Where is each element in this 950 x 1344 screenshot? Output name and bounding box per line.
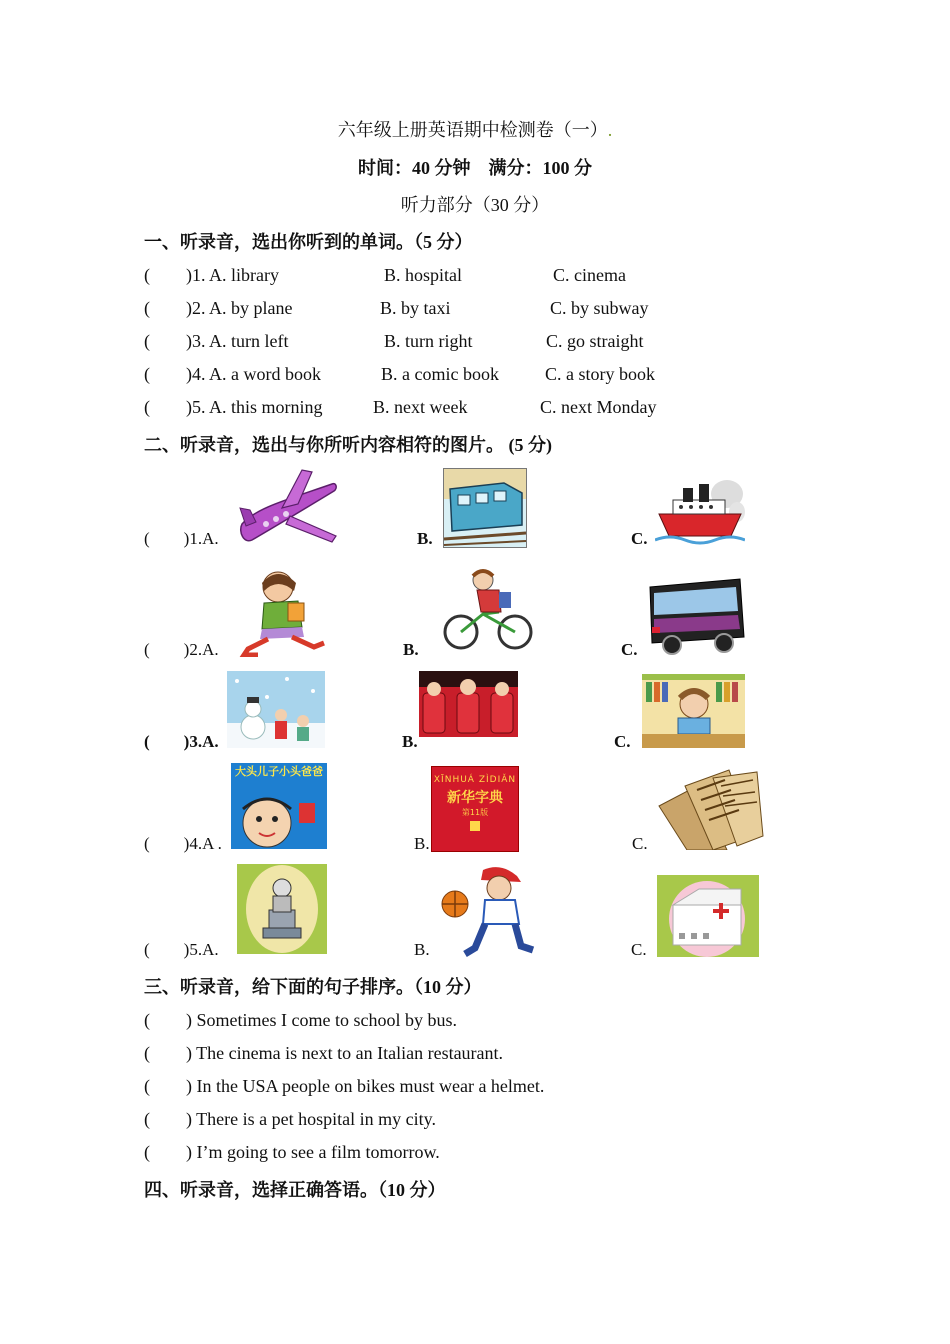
train-image [443,468,527,548]
newspaper-image [657,766,765,850]
part1-q4-c: C. a story book [545,364,655,384]
time-info: 时间：40 分钟 满分：100 分 [358,158,592,178]
part2-q2-c-label: C. [621,640,638,659]
dictionary-image [431,766,519,852]
part1-q1-b: B. hospital [384,265,463,285]
part2-q3-label: ( )3.A. [144,732,219,751]
part1-q5-c: C. next Monday [540,397,657,417]
robot-image [237,864,327,954]
part1-q2-c: C. by subway [550,298,649,318]
part1-q5-a: ( )5. A. this morning [144,397,323,417]
basketball-boy-image [437,864,535,958]
comic-book-image [231,763,327,849]
part1-q2-b: B. by taxi [380,298,451,318]
exam-title: 六年级上册英语期中检测卷（一）. [337,120,613,140]
part2-q1-label: ( )1.A. [144,529,219,548]
cinema-image [419,671,518,746]
part2-q5-b-label: B. [414,940,430,959]
dictionary-emblem [470,821,480,831]
part3-sentence-5: ( ) I’m going to see a film tomorrow. [144,1142,440,1162]
part2-q4-label: ( )4.A . [144,834,222,853]
part1-q3-b: B. turn right [384,331,473,351]
part1-q3-a: ( )3. A. turn left [144,331,289,351]
part1-q1-a: ( )1. A. library [144,265,279,285]
part2-q2-label: ( )2.A. [144,640,219,659]
part1-q4-a: ( )4. A. a word book [144,364,321,384]
part2-q4-b-label: B. [414,834,430,853]
part3-heading: 三、听录音，给下面的句子排序。（10 分） [144,977,482,997]
part2-q1-b-label: B. [417,529,433,548]
part1-q2-a: ( )2. A. by plane [144,298,293,318]
cyclist-image [441,566,535,654]
part2-q1-c-label: C. [631,529,648,548]
part2-q5-c-label: C. [631,940,647,959]
part1-q5-b: B. next week [373,397,468,417]
part1-q3-c: C. go straight [546,331,644,351]
walking-girl-image [238,567,328,657]
dictionary-pinyin: XĪNHUÁ ZÌDIǍN [433,775,517,785]
airplane-image [236,464,340,548]
bus-image [648,577,746,657]
part2-q4-c-label: C. [632,834,648,853]
comic-book-title: 大头儿子小头爸爸 [235,765,323,778]
part1-q1-c: C. cinema [553,265,626,285]
part4-heading: 四、听录音，选择正确答语。（10 分） [144,1180,446,1200]
library-reading-image [642,674,745,748]
part1-q4-b: B. a comic book [381,364,499,384]
part2-q5-label: ( )5.A. [144,940,219,959]
part3-sentence-2: ( ) The cinema is next to an Italian restaurant. [144,1043,504,1063]
part3-sentence-4: ( ) There is a pet hospital in my city. [144,1109,436,1129]
part3-sentence-3: ( ) In the USA people on bikes must wear a helmet. [144,1076,545,1096]
part2-heading: 二、听录音，选出与你所听内容相符的图片。 (5 分) [144,435,552,455]
part2-q3-b-label: B. [402,732,418,751]
part2-q3-c-label: C. [614,732,631,751]
part1-heading: 一、听录音，选出你听到的单词。（5 分） [144,232,473,252]
ship-image [655,466,745,546]
dictionary-edition: 第11版 [461,808,489,817]
snowman-image [227,671,325,748]
part2-q2-b-label: B. [403,640,419,659]
part3-sentence-1: ( ) Sometimes I come to school by bus. [144,1010,457,1030]
dictionary-title: 新华字典 [447,790,503,806]
hospital-image [657,875,759,957]
listening-section-title: 听力部分（30 分） [400,195,550,215]
